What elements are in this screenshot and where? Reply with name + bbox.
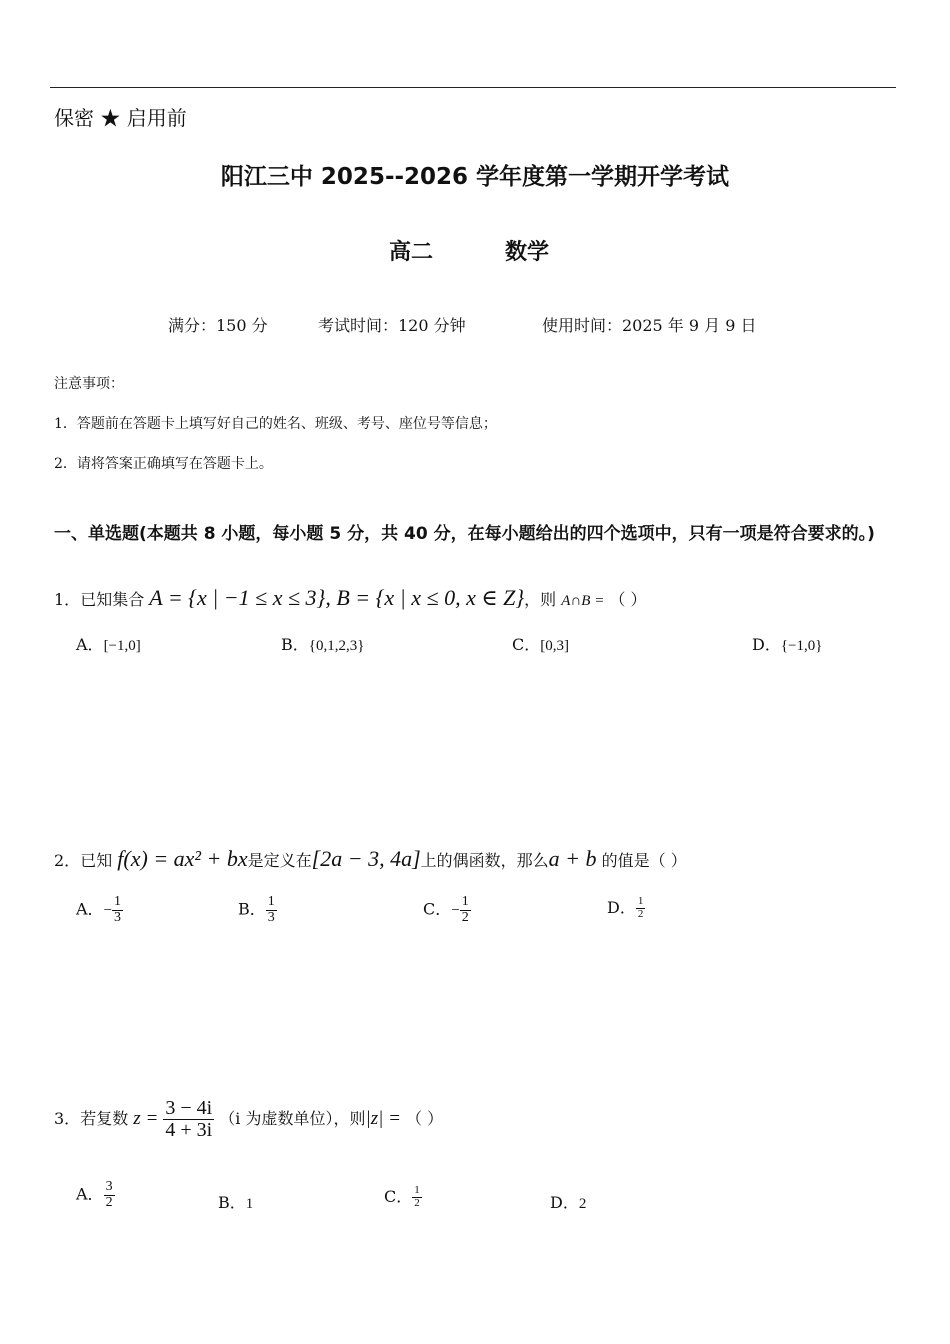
fraction-denominator: 4 + 3i xyxy=(165,1119,213,1141)
note-item: 2．请将答案正确填写在答题卡上。 xyxy=(54,456,273,472)
question-2 xyxy=(54,846,687,872)
fraction-denominator: 2 xyxy=(637,908,644,920)
option-label: C． xyxy=(423,899,452,919)
option-a xyxy=(76,1180,115,1210)
confidential-label: 保密 ★ 启用前 xyxy=(54,106,187,130)
fraction-denominator: 2 xyxy=(461,909,469,925)
question-paren: （i 为虚数单位），则 xyxy=(219,1109,366,1128)
option-c xyxy=(423,895,471,925)
answer-blank: （ ） xyxy=(609,590,647,609)
option-b xyxy=(281,632,364,655)
option-c xyxy=(512,632,569,655)
option-fraction xyxy=(104,1180,115,1210)
option-a xyxy=(76,632,141,655)
option-value: [−1,0] xyxy=(103,638,141,654)
fraction-numerator: 1 xyxy=(637,895,644,908)
question-mid2: 上的偶函数，那么 xyxy=(420,851,549,870)
fraction-denominator: 2 xyxy=(105,1194,113,1210)
fraction-numerator: 3 − 4i xyxy=(165,1097,213,1119)
question-tail: 的值是 xyxy=(601,851,650,870)
question-lead: 已知 xyxy=(80,851,113,870)
question-lead: 已知集合 xyxy=(80,590,145,609)
question-mid: 是定义在 xyxy=(247,851,312,870)
question-3 xyxy=(54,1098,443,1141)
option-d xyxy=(752,632,822,655)
question-1 xyxy=(54,585,647,611)
top-rule xyxy=(50,87,896,88)
fraction-numerator: 1 xyxy=(114,894,122,909)
note-item: 1．答题前在答题卡上填写好自己的姓名、班级、考号、座位号等信息； xyxy=(54,416,497,432)
option-fraction xyxy=(636,896,646,920)
ask-expression: |z| = xyxy=(365,1108,401,1129)
exam-duration: 考试时间：120 分钟 xyxy=(318,316,466,335)
ask-expression: A∩B = xyxy=(561,593,605,609)
option-c xyxy=(384,1184,422,1210)
question-tail: ，则 xyxy=(524,590,557,609)
answer-blank: （ ） xyxy=(406,1109,444,1128)
option-sign: − xyxy=(103,902,113,919)
answer-blank: （ ） xyxy=(649,851,687,870)
fraction-denominator: 3 xyxy=(267,909,275,925)
option-d xyxy=(607,895,645,921)
question-number: 2． xyxy=(54,851,81,870)
option-label: B． xyxy=(281,635,309,654)
section-heading: 一、单选题(本题共 8 小题，每小题 5 分，共 40 分，在每小题给出的四个选项中，只有一项是符合要求的。) xyxy=(54,524,875,544)
option-value: 2 xyxy=(578,1196,587,1212)
option-label: A． xyxy=(76,635,104,654)
option-d xyxy=(550,1190,586,1213)
fraction-numerator: 3 xyxy=(105,1179,113,1194)
option-label: A． xyxy=(76,899,104,919)
option-value: {−1,0} xyxy=(780,638,823,654)
option-label: D． xyxy=(607,898,636,917)
sum-expression: a + b xyxy=(548,846,597,871)
notes-heading: 注意事项： xyxy=(54,376,124,392)
subject-label: 数学 xyxy=(505,240,550,265)
full-score: 满分：150 分 xyxy=(168,316,268,335)
option-label: C． xyxy=(384,1187,413,1206)
question-number: 1． xyxy=(54,590,81,609)
variable-z: z = xyxy=(133,1108,159,1129)
function-expression: f(x) = ax² + bx xyxy=(117,846,248,871)
option-value: 1 xyxy=(245,1196,254,1212)
option-fraction xyxy=(266,895,277,925)
option-fraction xyxy=(460,895,471,925)
option-value: [0,3] xyxy=(540,638,569,654)
option-sign: − xyxy=(451,902,460,919)
complex-fraction xyxy=(163,1098,214,1141)
grade-label: 高二 xyxy=(389,240,434,265)
fraction-numerator: 1 xyxy=(414,1184,420,1197)
option-label: D． xyxy=(550,1193,579,1212)
question-number: 3． xyxy=(54,1109,81,1128)
fraction-denominator: 2 xyxy=(414,1197,420,1209)
option-fraction xyxy=(412,1185,422,1209)
option-b xyxy=(218,1190,253,1213)
set-expression: A = {x | −1 ≤ x ≤ 3}, B = {x | x ≤ 0, x ∈ Z} xyxy=(149,585,525,610)
option-fraction xyxy=(112,895,123,925)
use-date: 使用时间：2025 年 9 月 9 日 xyxy=(542,316,757,335)
option-value: {0,1,2,3} xyxy=(308,638,365,654)
fraction-numerator: 1 xyxy=(461,894,469,909)
fraction-denominator: 3 xyxy=(114,909,122,925)
question-lead: 若复数 xyxy=(80,1109,129,1128)
option-label: C． xyxy=(512,635,541,654)
option-label: B． xyxy=(238,899,266,919)
interval-expression: [2a − 3, 4a] xyxy=(311,846,421,871)
option-label: A． xyxy=(76,1184,104,1204)
option-label: B． xyxy=(218,1193,246,1212)
option-label: D． xyxy=(752,635,781,654)
option-a xyxy=(76,895,123,925)
fraction-numerator: 1 xyxy=(267,894,275,909)
exam-title: 阳江三中 2025--2026 学年度第一学期开学考试 xyxy=(220,164,730,190)
option-b xyxy=(238,895,277,925)
